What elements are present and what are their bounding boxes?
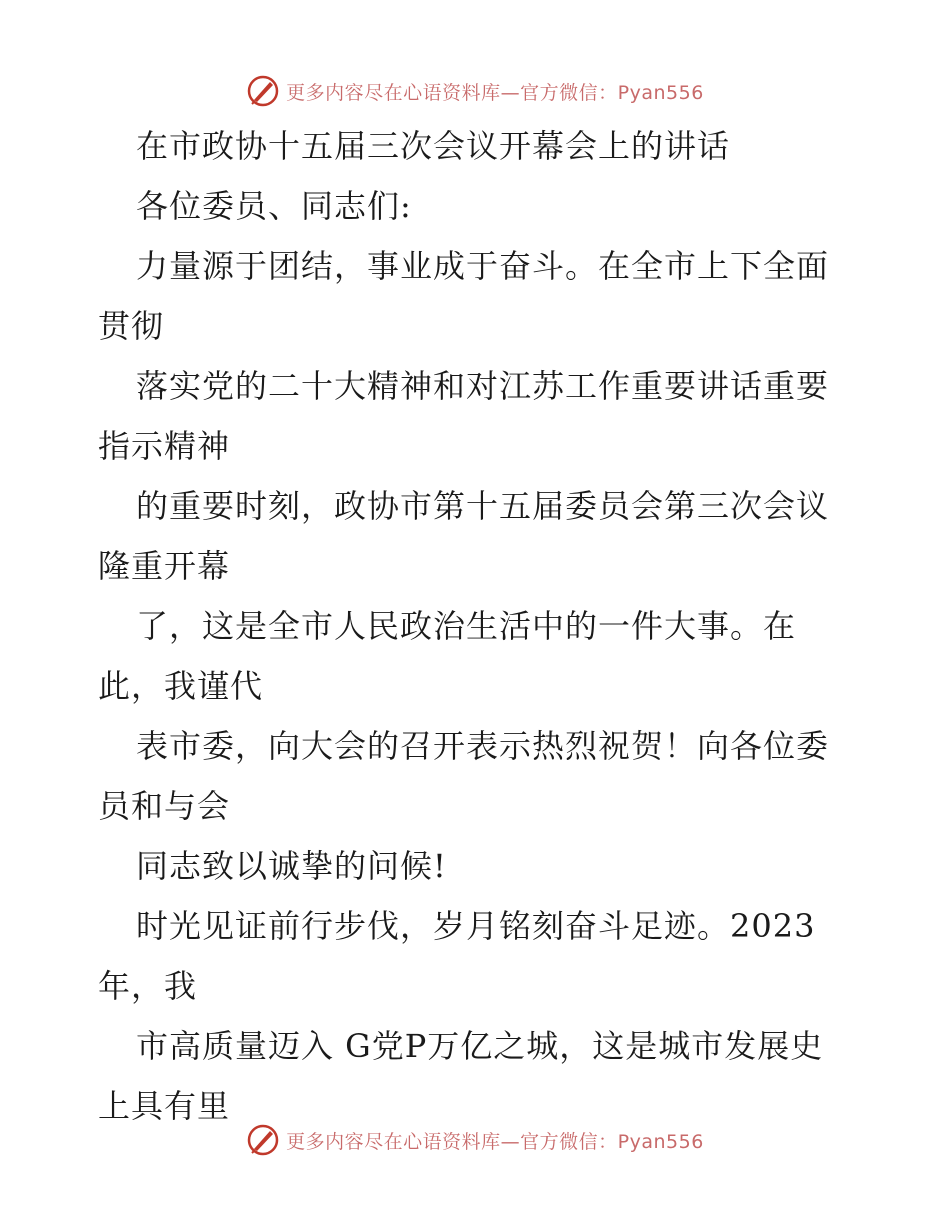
doc-line: 市高质量迈入 G党P万亿之城，这是城市发展史 (136, 1027, 824, 1065)
document-body (98, 116, 858, 1136)
doc-line: 年，我 (98, 967, 198, 1005)
watermark-text: 更多内容尽在心语资料库—官方微信：Pyan556 (286, 1130, 704, 1153)
doc-line: 贯彻 (98, 307, 165, 345)
doc-line: 表市委，向大会的召开表示热烈祝贺！向各位委 (136, 727, 830, 765)
doc-line: 此，我谨代 (98, 667, 264, 705)
doc-line: 力量源于团结，事业成于奋斗。在全市上下全面 (136, 247, 830, 285)
doc-line: 落实党的二十大精神和对江苏工作重要讲话重要 (136, 367, 830, 405)
quill-logo-icon (246, 1123, 280, 1157)
watermark-text: 更多内容尽在心语资料库—官方微信：Pyan556 (286, 81, 704, 104)
quill-logo-icon (246, 74, 280, 108)
watermark-footer (0, 1120, 950, 1160)
doc-line: 隆重开幕 (98, 547, 231, 585)
doc-line: 同志致以诚挚的问候! (136, 847, 447, 885)
doc-line: 上具有里 (98, 1087, 231, 1125)
doc-line: 了，这是全市人民政治生活中的一件大事。在 (136, 607, 797, 645)
doc-line: 时光见证前行步伐，岁月铭刻奋斗足迹。2023 (136, 907, 816, 945)
doc-line: 在市政协十五届三次会议开幕会上的讲话 (136, 127, 731, 165)
doc-line: 各位委员、同志们: (136, 187, 412, 225)
watermark-header (0, 71, 950, 111)
doc-line: 的重要时刻，政协市第十五届委员会第三次会议 (136, 487, 830, 525)
doc-line: 指示精神 (98, 427, 231, 465)
doc-line: 员和与会 (98, 787, 231, 825)
